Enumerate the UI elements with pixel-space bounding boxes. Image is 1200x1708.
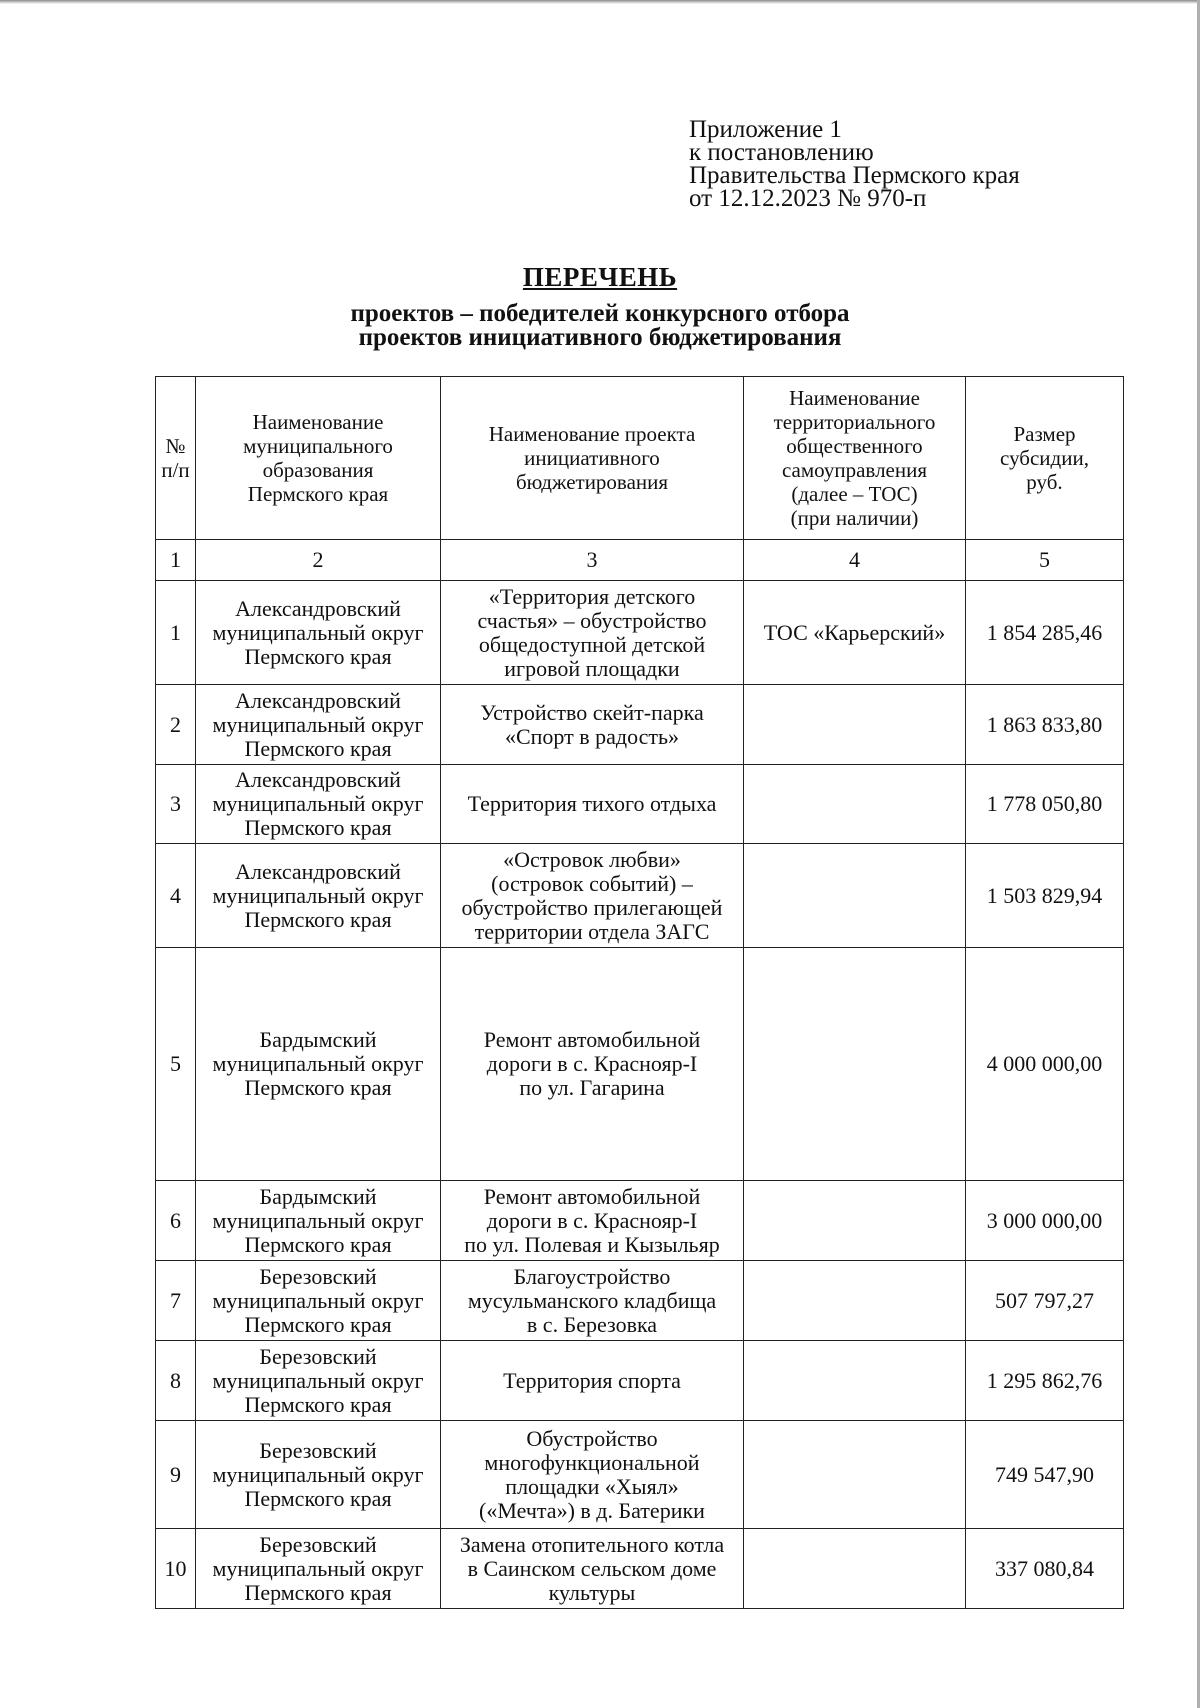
table-row — [156, 581, 1124, 685]
municipality-cell: Бардымский муниципальный округ Пермского края — [196, 948, 441, 1181]
municipality-cell: Александровский муниципальный округ Пермского края — [196, 581, 441, 685]
header-project: Наименование проекта инициативного бюджетирования — [441, 377, 744, 540]
header-municipality: Наименование муниципального образования Пермского края — [196, 377, 441, 540]
project-cell: Территория тихого отдыха — [441, 765, 744, 844]
tos-cell — [744, 1181, 966, 1261]
municipality-cell: Александровский муниципальный округ Пермского края — [196, 844, 441, 948]
row-number: 4 — [156, 844, 196, 948]
municipality-cell: Березовский муниципальный округ Пермского края — [196, 1529, 441, 1609]
municipality-cell: Александровский муниципальный округ Пермского края — [196, 685, 441, 765]
project-cell: Территория спорта — [441, 1341, 744, 1421]
tos-cell — [744, 1421, 966, 1529]
amount-cell: 507 797,27 — [966, 1261, 1124, 1341]
tos-cell — [744, 1341, 966, 1421]
table-row — [156, 685, 1124, 765]
row-number: 1 — [156, 581, 196, 685]
municipality-cell: Бардымский муниципальный округ Пермского края — [196, 1181, 441, 1261]
subtitle-line: проектов – победителей конкурсного отбора — [350, 300, 850, 327]
column-number: 2 — [196, 540, 441, 581]
tos-cell — [744, 948, 966, 1181]
tos-cell — [744, 1529, 966, 1609]
tos-cell — [744, 765, 966, 844]
table-row — [156, 1341, 1124, 1421]
amount-cell: 4 000 000,00 — [966, 948, 1124, 1181]
row-number: 3 — [156, 765, 196, 844]
appendix-block — [689, 118, 1020, 210]
municipality-cell: Березовский муниципальный округ Пермского края — [196, 1261, 441, 1341]
table-row — [156, 1261, 1124, 1341]
project-cell: Ремонт автомобильной дороги в с. Краснояр-I по ул. Гагарина — [441, 948, 744, 1181]
row-number: 2 — [156, 685, 196, 765]
amount-cell: 1 503 829,94 — [966, 844, 1124, 948]
tos-cell: ТОС «Карьерский» — [744, 581, 966, 685]
table-row — [156, 765, 1124, 844]
project-cell: Ремонт автомобильной дороги в с. Краснояр-I по ул. Полевая и Кызыльяр — [441, 1181, 744, 1261]
appendix-line: Правительства Пермского края — [689, 162, 1020, 189]
row-number: 6 — [156, 1181, 196, 1261]
projects-table — [155, 376, 1124, 1609]
table-row — [156, 844, 1124, 948]
column-number: 1 — [156, 540, 196, 581]
row-number: 5 — [156, 948, 196, 1181]
header-number: № п/п — [156, 377, 196, 540]
document-subtitle — [0, 302, 1200, 350]
amount-cell: 3 000 000,00 — [966, 1181, 1124, 1261]
project-cell: Благоустройство мусульманского кладбища в с. Березовка — [441, 1261, 744, 1341]
row-number: 8 — [156, 1341, 196, 1421]
row-number: 10 — [156, 1529, 196, 1609]
appendix-line: Приложение 1 — [689, 116, 842, 143]
project-cell: Замена отопительного котла в Саинском сельском доме культуры — [441, 1529, 744, 1609]
header-tos: Наименование территориального общественного самоуправления (далее – ТОС) (при наличии) — [744, 377, 966, 540]
project-cell: «Островок любви» (островок событий) – обустройство прилегающей территории отдела ЗАГС — [441, 844, 744, 948]
municipality-cell: Березовский муниципальный округ Пермского края — [196, 1341, 441, 1421]
amount-cell: 337 080,84 — [966, 1529, 1124, 1609]
tos-cell — [744, 1261, 966, 1341]
table-row — [156, 1181, 1124, 1261]
document-title: ПЕРЕЧЕНЬ — [522, 262, 678, 292]
table-row — [156, 1529, 1124, 1609]
amount-cell: 1 863 833,80 — [966, 685, 1124, 765]
municipality-cell: Александровский муниципальный округ Пермского края — [196, 765, 441, 844]
project-cell: Устройство скейт-парка «Спорт в радость» — [441, 685, 744, 765]
column-number: 4 — [744, 540, 966, 581]
appendix-line: к постановлению — [689, 139, 874, 166]
project-cell: «Территория детского счастья» – обустройство общедоступной детской игровой площадки — [441, 581, 744, 685]
table-row — [156, 1421, 1124, 1529]
municipality-cell: Березовский муниципальный округ Пермского края — [196, 1421, 441, 1529]
amount-cell: 1 854 285,46 — [966, 581, 1124, 685]
tos-cell — [744, 685, 966, 765]
tos-cell — [744, 844, 966, 948]
amount-cell: 1 295 862,76 — [966, 1341, 1124, 1421]
row-number: 7 — [156, 1261, 196, 1341]
scan-edge-top — [0, 0, 1200, 4]
row-number: 9 — [156, 1421, 196, 1529]
column-number-row — [156, 540, 1124, 581]
header-amount: Размер субсидии, руб. — [966, 377, 1124, 540]
subtitle-line: проектов инициативного бюджетирования — [358, 324, 842, 351]
amount-cell: 1 778 050,80 — [966, 765, 1124, 844]
table-header-row — [156, 377, 1124, 540]
column-number: 3 — [441, 540, 744, 581]
appendix-line: от 12.12.2023 № 970-п — [689, 185, 927, 212]
column-number: 5 — [966, 540, 1124, 581]
amount-cell: 749 547,90 — [966, 1421, 1124, 1529]
project-cell: Обустройство многофункциональной площадки «Хыял» («Мечта») в д. Батерики — [441, 1421, 744, 1529]
table-row — [156, 948, 1124, 1181]
